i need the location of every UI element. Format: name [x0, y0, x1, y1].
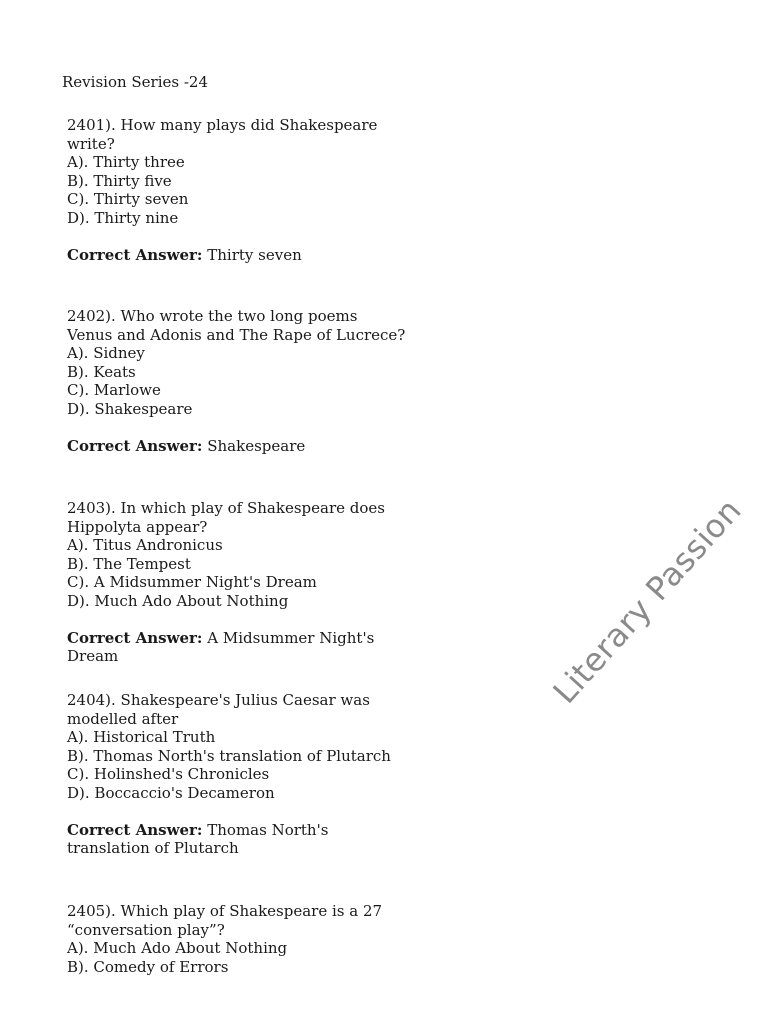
question-block	[67, 116, 407, 264]
answer-label: Correct Answer:	[67, 436, 203, 455]
question-stem: 2404). Shakespeare's Julius Caesar was modelled after	[67, 691, 370, 728]
question-stem: 2403). In which play of Shakespeare does Hippolyta appear?	[67, 499, 385, 536]
answer-value: Thomas North's translation of Plutarch	[67, 820, 329, 857]
question-block	[67, 307, 407, 455]
question-block	[67, 902, 407, 976]
question-block	[67, 691, 407, 858]
option-b: B). Comedy of Errors	[67, 957, 229, 976]
option-a: A). Sidney	[67, 344, 145, 362]
correct-answer	[67, 437, 407, 456]
option-a: A). Much Ado About Nothing	[67, 939, 288, 957]
question-stem: 2405). Which play of Shakespeare is a 27 “conversation play”?	[67, 902, 383, 939]
option-c: C). Marlowe	[67, 381, 161, 399]
option-d: D). Much Ado About Nothing	[67, 591, 289, 610]
answer-value: Thirty seven	[207, 245, 302, 264]
option-b: B). Keats	[67, 362, 136, 381]
option-d: D). Shakespeare	[67, 399, 193, 418]
correct-answer	[67, 629, 407, 666]
question-stem: 2402). Who wrote the two long poems Venus and Adonis and The Rape of Lucrece?	[67, 307, 406, 344]
option-a: A). Thirty three	[67, 153, 185, 171]
option-b: B). Thirty five	[67, 171, 172, 190]
answer-label: Correct Answer:	[67, 628, 203, 647]
answer-value: Shakespeare	[207, 436, 306, 455]
option-b: B). The Tempest	[67, 554, 191, 573]
watermark: Literary Passion	[545, 491, 749, 711]
option-a: A). Historical Truth	[67, 728, 216, 746]
answer-value: A Midsummer Night's Dream	[67, 628, 375, 665]
option-c: C). Holinshed's Chronicles	[67, 765, 270, 783]
series-title: Revision Series -24	[62, 73, 209, 91]
option-b: B). Thomas North's translation of Plutarch	[67, 746, 391, 765]
option-d: D). Thirty nine	[67, 208, 179, 227]
option-c: C). A Midsummer Night's Dream	[67, 573, 317, 591]
answer-label: Correct Answer:	[67, 245, 203, 264]
correct-answer	[67, 821, 407, 858]
question-stem: 2401). How many plays did Shakespeare write?	[67, 116, 378, 153]
option-c: C). Thirty seven	[67, 190, 189, 208]
correct-answer	[67, 246, 407, 265]
option-a: A). Titus Andronicus	[67, 536, 223, 554]
answer-label: Correct Answer:	[67, 820, 203, 839]
option-d: D). Boccaccio's Decameron	[67, 783, 275, 802]
question-block	[67, 499, 407, 666]
